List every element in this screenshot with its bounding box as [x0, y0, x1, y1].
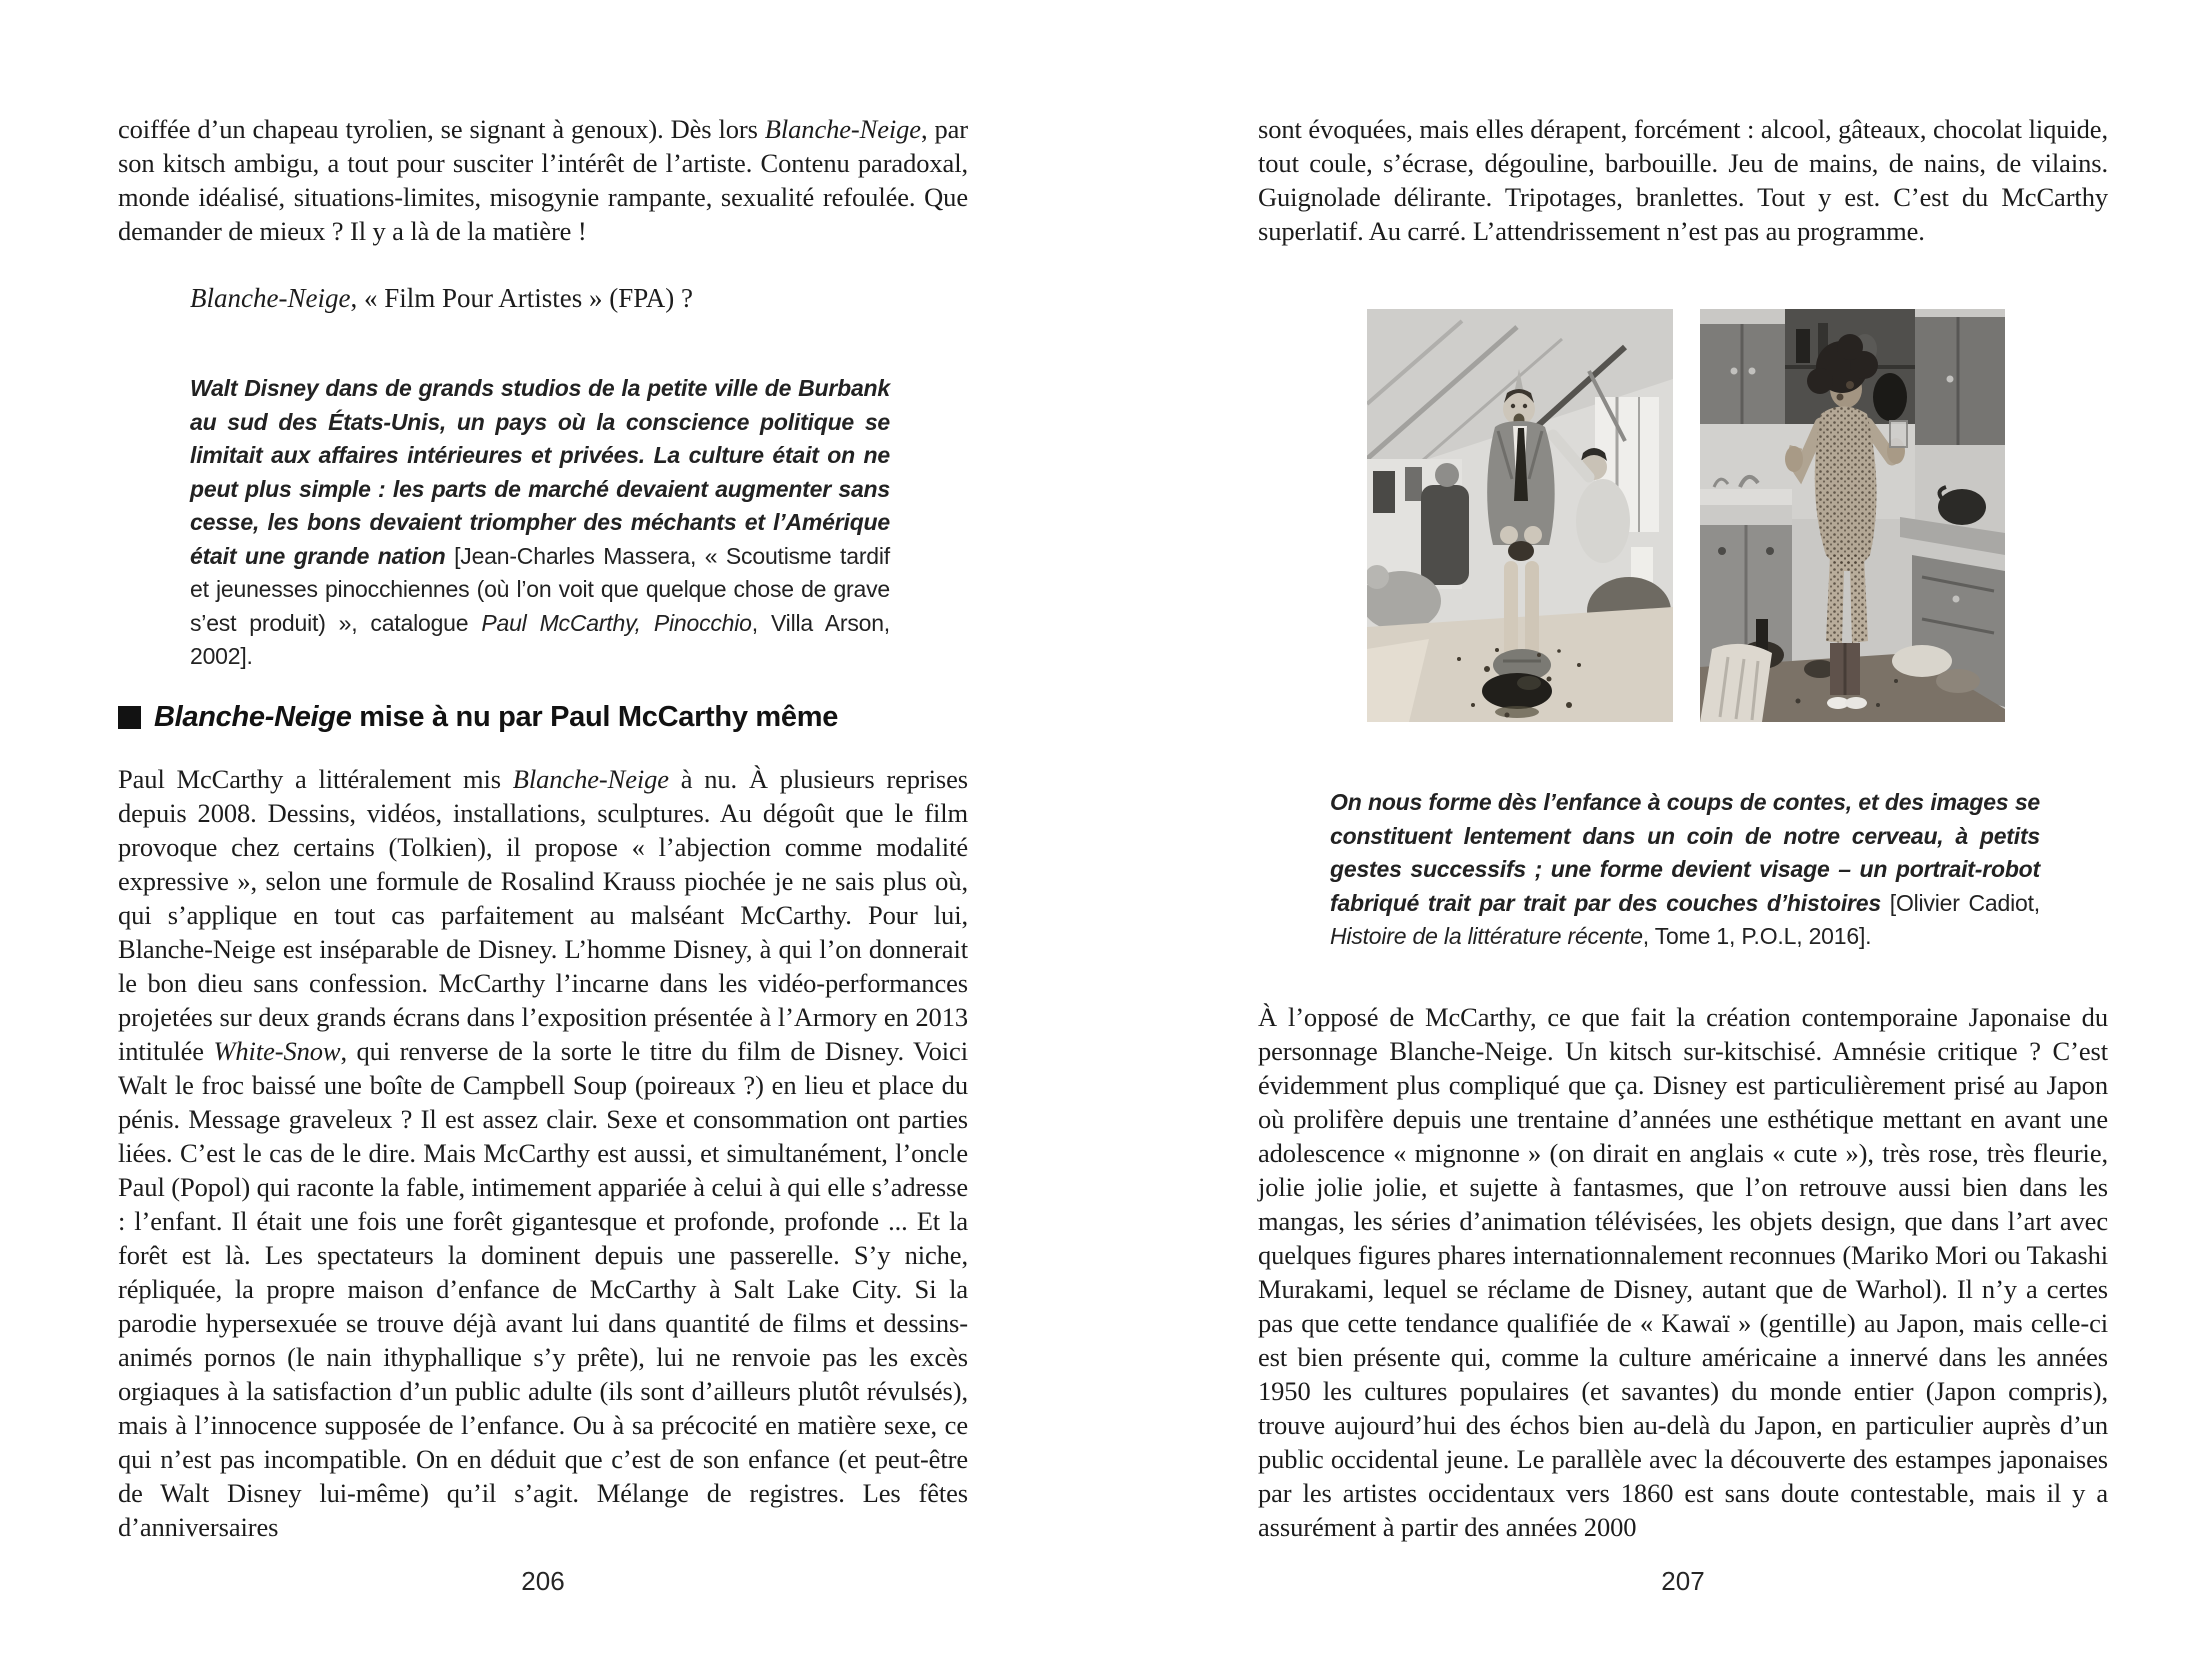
photo-performance-walt — [1367, 309, 1673, 722]
subtitle-line: Blanche-Neige, « Film Pour Artistes » (FPA) ? — [190, 283, 693, 313]
photo-pair — [1258, 309, 2108, 722]
photo-performance-kitchen-image — [1700, 309, 2005, 722]
section-heading-text: Blanche-Neige mise à nu par Paul McCarthy même — [154, 701, 839, 733]
body-paragraph: Paul McCarthy a littéralement mis Blanche-Neige à nu. À plusieurs reprises depuis 2008. Dessins, vidéos, installations, sculptures. Au dégoût que le film provoque chez certains (Tolkien), il propose « l’abjection comme modalité expressive », selon une formule de Rosalind Krauss piochée je ne sais plus où, qui s’applique en tout cas parfaitement au malséant McCarthy. Pour lui, Blanche-Neige est inséparable de Disney. L’homme Disney, à qui l’on donnerait le bon dieu sans confession. McCarthy l’incarne dans les vidéo-performances projetées sur deux grands écrans dans l’exposition présentée à l’Armory en 2013 intitulée White-Snow, qui renverse de la sorte le titre du film de Disney. Voici Walt le froc baissé une boîte de Campbell Soup (poireaux ?) en lieu et place du pénis. Message graveleux ? Il est assez clair. Sexe et consommation ont parties liées. C’est le cas de le dire. Mais McCarthy est aussi, et simultanément, l’oncle Paul (Popol) qui raconte la fable, intimement appariée à celui à qui elle s’adresse : l’enfant. Il était une fois une forêt gigantesque et profonde, profonde ... Et la forêt est là. Les spectateurs la dominent depuis une passerelle. S’y niche, répliquée, la propre maison d’enfance de McCarthy à Salt Lake City. Si la parodie hypersexuée se trouve déjà avant lui dans quantité de films et dessins-animés pornos (le nain ithyphallique s’y prête), lui ne renvoie pas les excès orgiaques à la satisfaction d’un public adulte (ils sont d’ailleurs plutôt révulsés), mais à l’innocence supposée de l’enfance. Ou à sa précocité en matière sexe, ce qui n’est pas incompatible. On en déduit que c’est de son enfance (et peut-être de Walt Disney lui-même) qu’il s’agit. Mélange de registres. Les fêtes d’anniversaires — [118, 764, 968, 1542]
section-heading — [118, 701, 838, 734]
page-left — [118, 0, 968, 1654]
blockquote-massera: Walt Disney dans de grands studios de la petite ville de Burbank au sud des États-Unis, un pays où la conscience politique se limitait aux affaires intérieures et privées. La culture était on ne peut plus simple : les parts de marché devaient augmenter sans cesse, les bons devaient triompher des méchants et l’Amérique était une grande nation [Jean-Charles Massera, « Scoutisme tardif et jeunesses pinocchiennes (où l’on voit que quelque chose de grave s’est produit) », catalogue Paul McCarthy, Pinocchio, Villa Arson, 2002]. — [190, 375, 890, 669]
paragraph-continuation: sont évoquées, mais elles dérapent, forcément : alcool, gâteaux, chocolat liquide, tout coule, s’écrase, dégouline, barbouille. Jeu de mains, de nains, de vilains. Guignolade délirante. Tripotages, branlettes. Tout y est. C’est du McCarthy superlatif. Au carré. L’attendrissement n’est pas au programme. — [1258, 114, 2108, 246]
page-right — [1258, 0, 2108, 1654]
photo-performance-walt-image — [1367, 309, 1673, 722]
blockquote-cadiot: On nous forme dès l’enfance à coups de contes, et des images se constituent lentement dans un coin de notre cerveau, à petits gestes successifs ; une forme devient visage – un portrait-robot fabriqué trait par trait par des couches d’histoires [Olivier Cadiot, Histoire de la littérature récente, Tome 1, P.O.L, 2016]. — [1330, 789, 2040, 949]
black-square-icon — [118, 706, 141, 729]
page-number-right: 207 — [1661, 1566, 1705, 1596]
paragraph-continuation: coiffée d’un chapeau tyrolien, se signant à genoux). Dès lors Blanche-Neige, par son kitsch ambigu, a tout pour susciter l’intérêt de l’artiste. Contenu paradoxal, monde idéalisé, situations-limites, misogynie rampante, sexualité refoulée. Que demander de mieux ? Il y a là de la matière ! — [118, 114, 968, 246]
page-number-left: 206 — [521, 1566, 565, 1596]
body-paragraph: À l’opposé de McCarthy, ce que fait la création contemporaine Japonaise du personnage Blanche-Neige. Un kitsch sur-kitschisé. Amnésie critique ? C’est évidemment plus compliqué que ça. Disney est particulièrement prisé au Japon où prolifère depuis une trentaine d’années une esthétique mettant en avant une adolescence « mignonne » (on dirait en anglais « cute »), très rose, très fleurie, jolie jolie jolie, et sujette à fantasmes, que l’on retrouve aussi bien dans les mangas, les séries d’animation télévisées, les objets design, que dans l’art avec quelques figures phares internationnalement reconnues (Mariko Mori ou Takashi Murakami, lequel se réclame de Disney, autant que de Warhol). Il n’y a certes pas que cette tendance qualifiée de « Kawaï » (gentille) au Japon, mais celle-ci est bien présente qui, comme la culture américaine a innervé dans les années 1950 les cultures populaires (et savantes) du monde entier (Japon compris), trouve aujourd’hui des échos bien au-delà du Japon, en particulier auprès d’un public occidental jeune. Le parallèle avec la découverte des estampes japonaises par les artistes occidentaux vers 1860 est sans doute contestable, mais il y a assurément à partir des années 2000 — [1258, 1002, 2108, 1542]
photo-performance-kitchen — [1700, 309, 2005, 722]
